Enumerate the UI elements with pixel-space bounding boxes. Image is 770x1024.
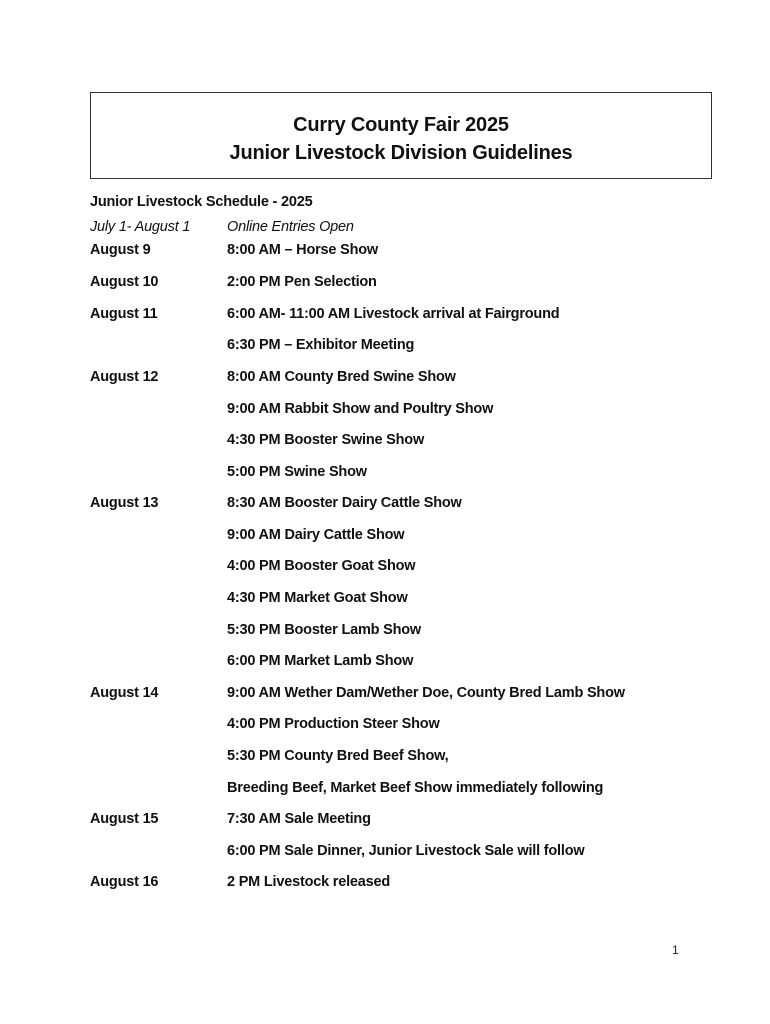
schedule-event: 5:00 PM Swine Show	[227, 464, 367, 480]
schedule-date: August 11	[90, 306, 158, 322]
title-box	[90, 92, 712, 179]
schedule-date: August 16	[90, 874, 159, 890]
schedule-event: 9:00 AM Rabbit Show and Poultry Show	[227, 401, 494, 417]
schedule-date: August 14	[90, 685, 159, 701]
schedule-event: 9:00 AM Dairy Cattle Show	[227, 527, 405, 543]
schedule-date: August 10	[90, 274, 159, 290]
document-subtitle: Junior Livestock Division Guidelines	[229, 142, 573, 164]
schedule-event: 8:00 AM County Bred Swine Show	[227, 369, 456, 385]
schedule-event: 6:00 AM- 11:00 AM Livestock arrival at Fairground	[227, 306, 560, 322]
schedule-event: 4:30 PM Booster Swine Show	[227, 432, 425, 448]
schedule-date: August 13	[90, 495, 159, 511]
schedule-event: 4:00 PM Production Steer Show	[227, 716, 440, 732]
schedule-event: 5:30 PM Booster Lamb Show	[227, 622, 422, 638]
schedule-event: 7:30 AM Sale Meeting	[227, 811, 371, 827]
schedule-event: 8:00 AM – Horse Show	[227, 242, 378, 258]
page-number: 1	[672, 943, 679, 957]
schedule-heading: Junior Livestock Schedule - 2025	[90, 194, 313, 210]
schedule-event: Online Entries Open	[227, 219, 354, 235]
schedule-event: Breeding Beef, Market Beef Show immediately following	[227, 780, 604, 796]
schedule-date: August 9	[90, 242, 151, 258]
schedule-date: August 15	[90, 811, 159, 827]
schedule-event: 4:30 PM Market Goat Show	[227, 590, 408, 606]
document-title: Curry County Fair 2025	[293, 114, 509, 136]
schedule-event: 4:00 PM Booster Goat Show	[227, 558, 416, 574]
schedule-event: 9:00 AM Wether Dam/Wether Doe, County Bred Lamb Show	[227, 685, 625, 701]
schedule-event: 8:30 AM Booster Dairy Cattle Show	[227, 495, 462, 511]
schedule-event: 2 PM Livestock released	[227, 874, 391, 890]
schedule-event: 6:00 PM Market Lamb Show	[227, 653, 414, 669]
schedule-date: July 1- August 1	[90, 219, 191, 235]
schedule-event: 5:30 PM County Bred Beef Show,	[227, 748, 449, 764]
schedule-date: August 12	[90, 369, 159, 385]
schedule-event: 6:30 PM – Exhibitor Meeting	[227, 337, 415, 353]
schedule-event: 6:00 PM Sale Dinner, Junior Livestock Sale will follow	[227, 843, 585, 859]
schedule-event: 2:00 PM Pen Selection	[227, 274, 377, 290]
